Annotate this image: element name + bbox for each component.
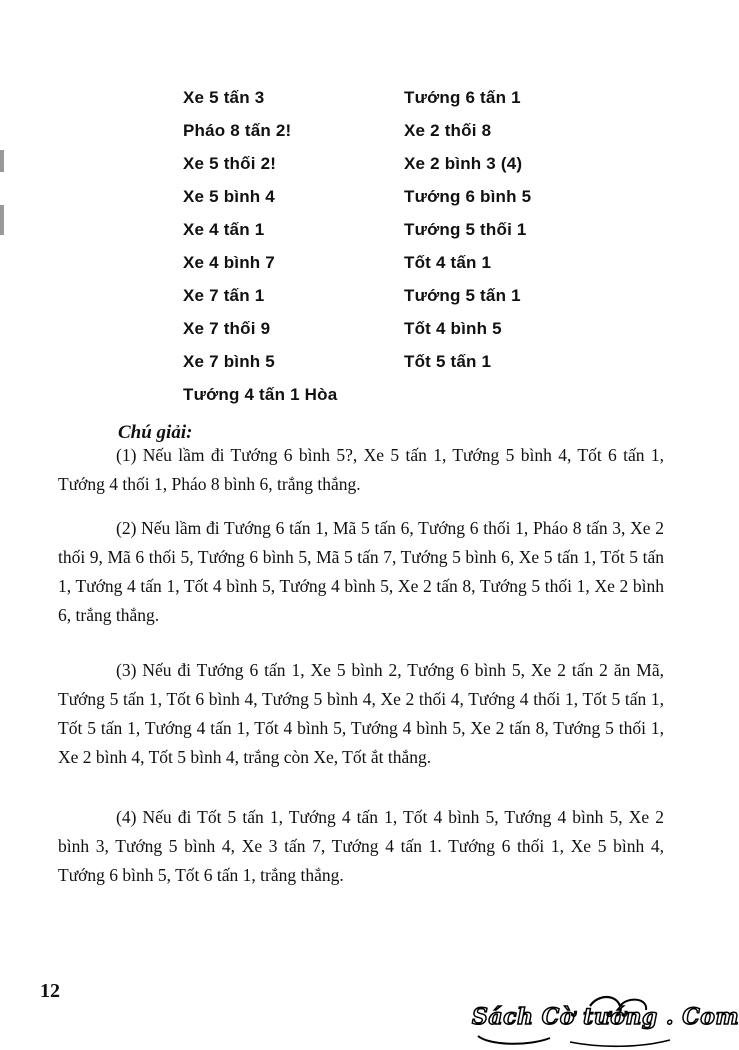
move-left: Tướng 4 tấn 1 Hòa [183,385,338,404]
move-left: Xe 4 tấn 1 [183,220,265,239]
move-left: Xe 5 thối 2! [183,154,277,173]
move-right: Tốt 4 bình 5 [404,319,502,338]
move-left: Xe 4 bình 7 [183,253,275,272]
note-paragraph: (1) Nếu lầm đi Tướng 6 bình 5?, Xe 5 tấn 1, Tướng 5 bình 4, Tốt 6 tấn 1, Tướng 4 thối 1, Pháo 8 bình 6, trắng thắng. [58,445,664,494]
move-right: Xe 2 bình 3 (4) [404,154,523,173]
move-left: Xe 7 tấn 1 [183,286,265,305]
note-paragraph: (2) Nếu lầm đi Tướng 6 tấn 1, Mã 5 tấn 6, Tướng 6 thối 1, Pháo 8 tấn 3, Xe 2 thối 9, Mã 6 thối 5, Tướng 6 bình 5, Mã 5 tấn 7, Tướng 5 bình 6, Xe 5 tấn 1, Tốt 5 tấn 1, Tướng 4 tấn 1, Tốt 4 bình 5, Tướng 4 bình 5, Xe 2 tấn 8, Tướng 5 thối 1, Xe 2 bình 6, trắng thắng. [58,518,664,625]
move-right: Tướng 5 thối 1 [404,220,527,239]
notes-heading: Chú giải: [118,422,193,443]
page-number: 12 [40,980,60,1002]
move-left: Pháo 8 tấn 2! [183,121,292,140]
move-right: Tướng 6 tấn 1 [404,88,521,107]
note-paragraph: (3) Nếu đi Tướng 6 tấn 1, Xe 5 bình 2, Tướng 6 bình 5, Xe 2 tấn 2 ăn Mã, Tướng 5 tấn 1, Tốt 6 bình 4, Tướng 5 bình 4, Xe 2 thối 4, Tướng 4 thối 1, Tốt 5 tấn 1, Tốt 5 tấn 1, Tướng 4 tấn 1, Tốt 4 bình 5, Tướng 4 bình 5, Xe 2 tấn 8, Tướng 5 thối 1, Xe 2 bình 4, Tốt 5 bình 4, trắng còn Xe, Tốt ắt thắng. [58,660,664,767]
watermark-logo: Sách Cờ tướng . Com [472,1004,739,1030]
move-right: Xe 2 thối 8 [404,121,492,140]
move-right: Tướng 6 bình 5 [404,187,532,206]
scan-edge-mark [0,150,4,172]
move-left: Xe 5 bình 4 [183,187,275,206]
move-left: Xe 5 tấn 3 [183,88,265,107]
move-right: Tốt 5 tấn 1 [404,352,492,371]
note-paragraph: (4) Nếu đi Tốt 5 tấn 1, Tướng 4 tấn 1, Tốt 4 bình 5, Tướng 4 bình 5, Xe 2 bình 3, Tướng 5 bình 4, Xe 3 tấn 7, Tướng 4 tấn 1. Tướng 6 thối 1, Xe 5 bình 4, Tướng 6 bình 5, Tốt 6 tấn 1, trắng thắng. [58,807,664,885]
scan-edge-mark [0,205,4,235]
move-left: Xe 7 bình 5 [183,352,275,371]
move-left: Xe 7 thối 9 [183,319,271,338]
move-right: Tốt 4 tấn 1 [404,253,492,272]
move-right: Tướng 5 tấn 1 [404,286,521,305]
